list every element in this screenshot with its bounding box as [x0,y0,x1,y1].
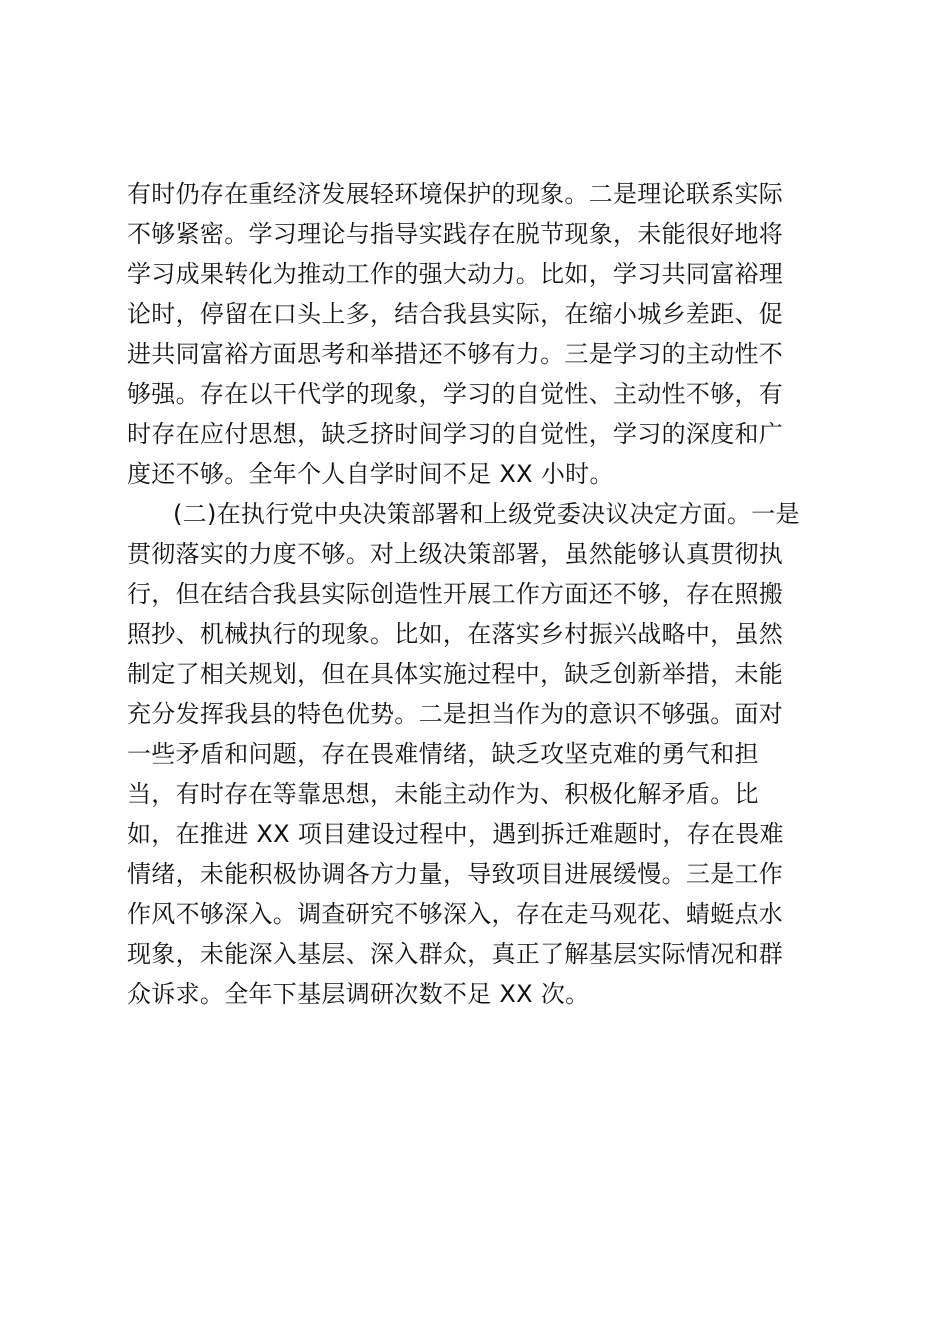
paragraph-line: 度还不够。全年个人自学时间不足 XX 小时。 [127,460,614,488]
paragraph-line: 有时仍存在重经济发展轻环境保护的现象。二是理论联系实际 [127,180,784,208]
document-body [127,174,827,1014]
paragraph-line: (二)在执行党中央决策部署和上级党委决议决定方面。一是 [173,500,800,528]
paragraph-line: 当，有时存在等靠思想，未能主动作为、积极化解矛盾。比 [127,780,759,808]
paragraph-line: 够强。存在以干代学的现象，学习的自觉性、主动性不够，有 [127,380,784,408]
paragraph-line: 作风不够深入。调查研究不够深入，存在走马观花、蜻蜓点水 [127,900,784,928]
paragraph-line: 论时，停留在口头上多，结合我县实际，在缩小城乡差距、促 [127,300,784,328]
paragraph-line: 现象，未能深入基层、深入群众，真正了解基层实际情况和群 [127,940,784,968]
paragraph-line: 时存在应付思想，缺乏挤时间学习的自觉性，学习的深度和广 [127,420,784,448]
paragraph-line: 贯彻落实的力度不够。对上级决策部署，虽然能够认真贯彻执 [127,540,784,568]
paragraph-line: 行，但在结合我县实际创造性开展工作方面还不够，存在照搬 [127,580,784,608]
paragraph-line: 如，在推进 XX 项目建设过程中，遇到拆迁难题时，存在畏难 [127,820,784,848]
paragraph-line: 照抄、机械执行的现象。比如，在落实乡村振兴战略中，虽然 [127,620,784,648]
paragraph-line: 学习成果转化为推动工作的强大动力。比如，学习共同富裕理 [127,260,784,288]
paragraph-1 [127,174,827,494]
paragraph-2 [127,494,827,1014]
paragraph-line: 充分发挥我县的特色优势。二是担当作为的意识不够强。面对 [127,700,784,728]
paragraph-line: 一些矛盾和问题，存在畏难情绪，缺乏攻坚克难的勇气和担 [127,740,759,768]
paragraph-line: 众诉求。全年下基层调研次数不足 XX 次。 [127,980,590,1008]
paragraph-line: 制定了相关规划，但在具体实施过程中，缺乏创新举措，未能 [127,660,784,688]
paragraph-line: 情绪，未能积极协调各方力量，导致项目进展缓慢。三是工作 [127,860,784,888]
paragraph-line: 不够紧密。学习理论与指导实践存在脱节现象，未能很好地将 [127,220,784,248]
paragraph-line: 进共同富裕方面思考和举措还不够有力。三是学习的主动性不 [127,340,784,368]
